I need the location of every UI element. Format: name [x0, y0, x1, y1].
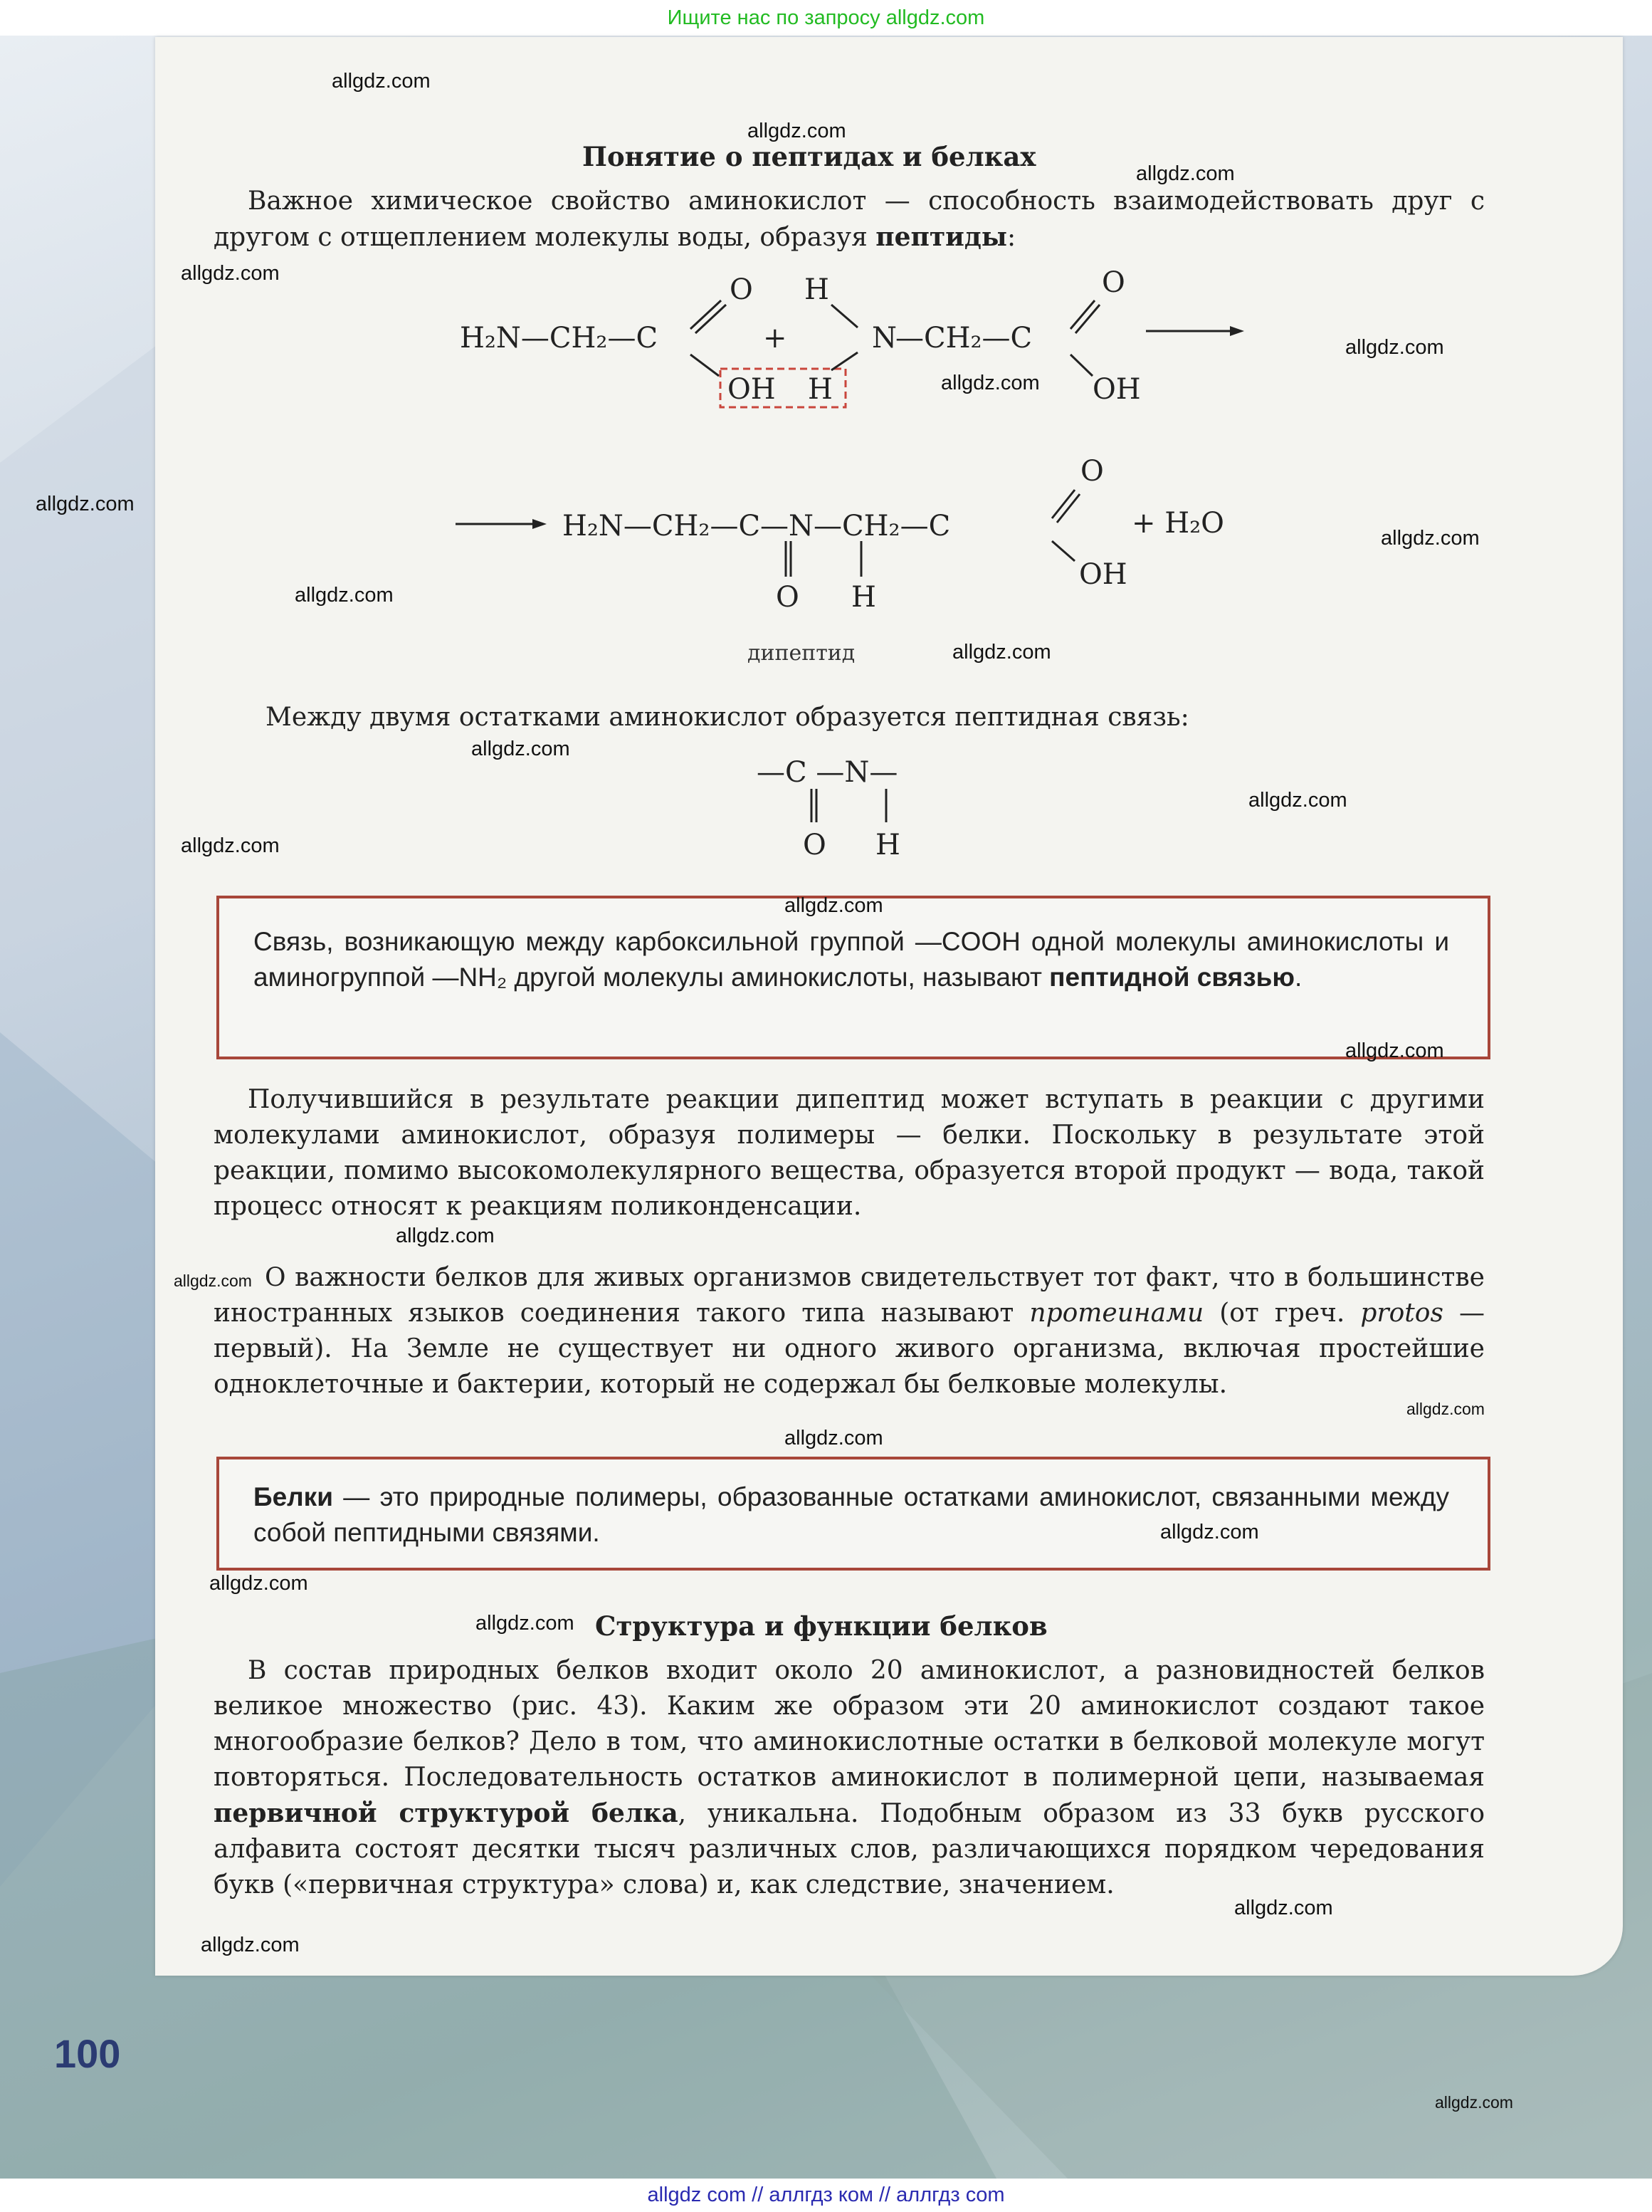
reactant2-chain: —CH₂—C	[895, 322, 1033, 355]
definition-peptide-bond-after: .	[1294, 963, 1303, 992]
intro-text: Важное химическое свойство аминокислот — способность взаимодействовать друг с другом с отщеплением молекулы воды, образуя	[214, 187, 1485, 252]
paragraph-proteins-importance	[214, 1260, 1485, 1403]
watermark: allgdz.com	[36, 493, 135, 515]
definition-peptide-bond-text	[253, 924, 1449, 995]
watermark: allgdz.com	[201, 1934, 300, 1956]
peptide-bond-intro: Между двумя остатками аминокислот образуется пептидная связь:	[265, 703, 1189, 732]
para2-term-protos: protos	[1360, 1299, 1443, 1328]
watermark: allgdz.com	[174, 1272, 252, 1290]
plus-sign: +	[763, 322, 787, 355]
watermark: allgdz.com	[1435, 2093, 1513, 2112]
dipeptide-oh: OH	[1079, 558, 1127, 591]
watermark: allgdz.com	[181, 262, 280, 285]
bottom-banner	[0, 2179, 1652, 2212]
para2-text-c: — первый). На Земле не существует ни одного живого организма, включая простейшие одноклеточные и бактерии, который не содержал бы белковые молекулы.	[214, 1299, 1485, 1399]
para-structure-text-a: В состав природных белков входит около 20 аминокислот, а разновидностей белков великое множество (рис. 43). Каким же образом эти 20 аминокислот создают такое многообразие белков? Дело в том, что аминокислотные остатки в белковой молекуле могут повторяться. Последовательность остатков аминокислот в полимерной цепи, называемая	[214, 1656, 1485, 1792]
peptide-bond-hydrogen: H	[875, 829, 900, 861]
watermark: allgdz.com	[1406, 1400, 1485, 1418]
reactant1-formula: H₂N—CH₂—C	[460, 322, 658, 355]
watermark: allgdz.com	[396, 1225, 495, 1247]
top-banner-text: Ищите нас по запросу allgdz.com	[667, 6, 985, 29]
section-heading-peptides: Понятие о пептидах и белках	[582, 141, 1036, 172]
watermark: allgdz.com	[941, 372, 1040, 394]
reaction-scheme-2	[448, 449, 1267, 634]
definition-proteins-term: Белки	[253, 1482, 333, 1511]
top-banner	[0, 0, 1652, 36]
peptide-bond-formula	[751, 748, 964, 869]
definition-proteins-text	[253, 1479, 1449, 1551]
watermark: allgdz.com	[1136, 162, 1235, 185]
watermark: allgdz.com	[1345, 336, 1444, 359]
para-structure-text-b: , уникальна. Подобным образом из 33 букв русского алфавита состоят десятки тысяч различных слов, различающихся порядком чередования букв («первичная структура» слова) и, как следствие, значением.	[214, 1799, 1485, 1899]
bottom-banner-text: allgdz com // аллгдз ком // аллгдз com	[647, 2184, 1005, 2206]
watermark: allgdz.com	[784, 894, 883, 917]
paragraph-polycondensation: Получившийся в результате реакции дипептид может вступать в реакции с другими молекулами аминокислот, образуя полимеры — белки. Поскольку в результате этой реакции, помимо высокомолекулярного вещества, образуется второй продукт — вода, такой процесс относят к реакциям поликонденсации.	[214, 1085, 1485, 1221]
reactant2-nitrogen: N	[872, 322, 897, 355]
watermark: allgdz.com	[475, 1612, 574, 1635]
watermark: allgdz.com	[1248, 789, 1347, 812]
reaction-scheme-1	[441, 263, 1260, 434]
reactant2-oxygen: O	[1102, 266, 1125, 299]
intro-end: :	[1006, 223, 1016, 252]
water-product: + H₂O	[1132, 507, 1224, 540]
peptide-bond-chain: —C —N—	[757, 756, 898, 789]
peptide-bond-oxygen: O	[803, 829, 826, 861]
watermark: allgdz.com	[1234, 1897, 1333, 1919]
definition-proteins-body: — это природные полимеры, образованные остатками аминокислот, связанными между собой пептидными связями.	[253, 1482, 1449, 1547]
definition-peptide-bond-before: Связь, возникающую между карбоксильной группой —COOH одной молекулы аминокислоты и аминогруппой —NH₂ другой молекулы аминокислоты, называют	[253, 927, 1449, 992]
watermark: allgdz.com	[209, 1572, 308, 1595]
reactant1-oxygen: O	[730, 273, 753, 306]
definition-peptide-bond-term: пептидной связью	[1049, 963, 1295, 992]
watermark: allgdz.com	[295, 584, 394, 607]
para2-text-a: О важности белков для живых организмов свидетельствует тот факт, что в большинстве иностранных языков соединения такого типа называют	[214, 1263, 1485, 1328]
dipeptide-chain: H₂N—CH₂—C—N—CH₂—C	[562, 510, 951, 542]
watermark: allgdz.com	[1160, 1521, 1259, 1543]
reactant2-h-top: H	[804, 273, 829, 306]
section-heading-structure: Структура и функции белков	[595, 1610, 1048, 1642]
watermark: allgdz.com	[1345, 1039, 1444, 1062]
dipeptide-oxygen: O	[1080, 455, 1104, 488]
watermark: allgdz.com	[784, 1427, 883, 1450]
para2-term-proteins: протеинами	[1029, 1299, 1204, 1328]
watermark: allgdz.com	[471, 738, 570, 760]
page-number: 100	[54, 2031, 121, 2076]
para2-text-b: (от греч.	[1219, 1299, 1345, 1328]
watermark: allgdz.com	[952, 641, 1051, 664]
watermark: allgdz.com	[181, 834, 280, 857]
reactant1-oh: OH	[727, 373, 776, 406]
intro-paragraph	[214, 184, 1485, 256]
paragraph-primary-structure	[214, 1653, 1485, 1903]
dipeptide-caption: дипептид	[747, 641, 856, 666]
intro-bold: пептиды	[875, 222, 1007, 252]
para-structure-term: первичной структурой белка	[214, 1798, 678, 1828]
dipeptide-amide-h: H	[851, 581, 876, 614]
dipeptide-carbonyl-oxygen: O	[776, 581, 799, 614]
watermark: allgdz.com	[332, 70, 431, 93]
watermark: allgdz.com	[1381, 527, 1480, 550]
reactant2-oh: OH	[1093, 373, 1141, 406]
reactant2-h-box: H	[808, 373, 833, 406]
watermark: allgdz.com	[747, 120, 846, 142]
